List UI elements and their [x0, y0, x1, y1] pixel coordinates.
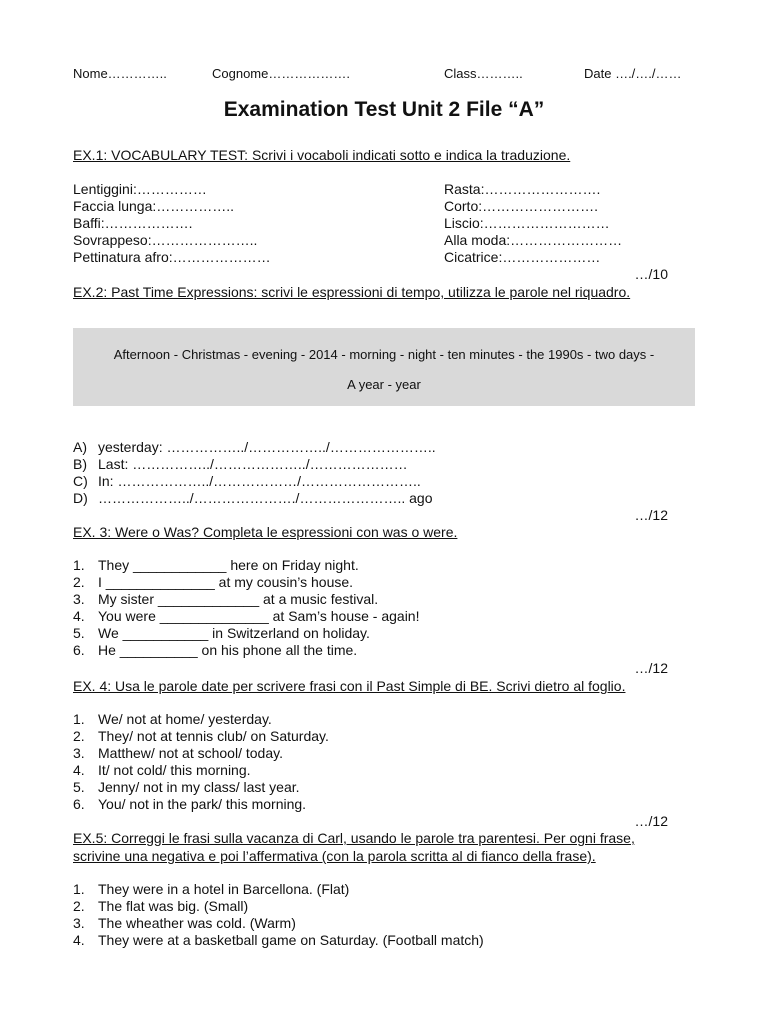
- list-marker: 4.: [73, 762, 85, 778]
- vocab-item: Sovrappeso:…………………..: [73, 232, 258, 248]
- list-text: yesterday: ……………../……………../…………………..: [98, 439, 436, 455]
- vocab-item: Faccia lunga:……………..: [73, 198, 235, 214]
- page-title: Examination Test Unit 2 File “A”: [223, 98, 545, 121]
- ex1-left-column: [73, 181, 271, 266]
- ex1-right-column: [444, 181, 622, 266]
- list-text: He __________ on his phone all the time.: [98, 642, 358, 658]
- list-text: In: ………………../………………/……………………..: [98, 473, 421, 489]
- list-marker: 3.: [73, 591, 85, 607]
- list-text: They ____________ here on Friday night.: [98, 557, 359, 573]
- list-text: They were at a basketball game on Saturday. (Football match): [98, 932, 484, 948]
- list-marker: B): [73, 456, 87, 472]
- list-marker: 2.: [73, 728, 85, 744]
- student-info-row: [73, 66, 693, 84]
- list-text: The wheather was cold. (Warm): [98, 915, 296, 931]
- list-text: They/ not at tennis club/ on Saturday.: [98, 728, 329, 744]
- list-text: We ___________ in Switzerland on holiday.: [98, 625, 370, 641]
- class-field-label: Class………..: [444, 66, 523, 81]
- ex5-heading-line-2: scrivine una negativa e poi l’affermativa (con la parola scritta al di fianco della frase).: [73, 848, 596, 864]
- list-marker: 3.: [73, 915, 85, 931]
- list-text: I ______________ at my cousin’s house.: [98, 574, 354, 590]
- date-field-label: Date …./…./……: [584, 66, 682, 81]
- list-text: Matthew/ not at school/ today.: [98, 745, 283, 761]
- word-box-line-2: A year - year: [347, 377, 421, 392]
- ex5-heading-line-1: EX.5: Correggi le frasi sulla vacanza di Carl, usando le parole tra parentesi. Per ogni frase,: [73, 830, 635, 846]
- word-box: [73, 328, 695, 406]
- surname-field-label: Cognome……………….: [212, 66, 350, 81]
- list-text: It/ not cold/ this morning.: [98, 762, 251, 778]
- list-marker: 6.: [73, 642, 85, 658]
- list-marker: 5.: [73, 779, 85, 795]
- ex4-heading: EX. 4: Usa le parole date per scrivere frasi con il Past Simple di BE. Scrivi dietro al foglio.: [73, 678, 626, 694]
- vocab-item: Liscio:………………………: [444, 215, 610, 231]
- list-marker: 4.: [73, 932, 85, 948]
- list-marker: 1.: [73, 881, 85, 897]
- ex1-heading: EX.1: VOCABULARY TEST: Scrivi i vocaboli indicati sotto e indica la traduzione.: [73, 147, 571, 163]
- list-marker: C): [73, 473, 88, 489]
- ex4-score: …/12: [634, 813, 668, 829]
- list-marker: D): [73, 490, 88, 506]
- vocab-item: Lentiggini:……………: [73, 181, 207, 197]
- list-marker: A): [73, 439, 87, 455]
- ex2-score: …/12: [634, 507, 668, 523]
- list-text: You/ not in the park/ this morning.: [98, 796, 307, 812]
- list-text: You were ______________ at Sam’s house - again!: [98, 608, 420, 624]
- list-marker: 3.: [73, 745, 85, 761]
- vocab-item: Rasta:…………………….: [444, 181, 601, 197]
- list-text: We/ not at home/ yesterday.: [98, 711, 272, 727]
- list-marker: 2.: [73, 574, 85, 590]
- list-text: The flat was big. (Small): [98, 898, 249, 914]
- ex3-heading: EX. 3: Were o Was? Completa le espressioni con was o were.: [73, 524, 458, 540]
- list-text: ………………../…………………./………………….. ago: [98, 490, 433, 506]
- vocab-item: Cicatrice:…………………: [444, 249, 601, 265]
- vocab-item: Baffi:……………….: [73, 215, 193, 231]
- vocab-item: Alla moda:……………………: [444, 232, 623, 248]
- list-text: Last: ……………../………………../…………………: [98, 456, 408, 472]
- list-marker: 1.: [73, 711, 85, 727]
- name-field-label: Nome…………..: [73, 66, 167, 81]
- list-text: My sister _____________ at a music festival.: [98, 591, 379, 607]
- ex3-score: …/12: [634, 660, 668, 676]
- list-marker: 1.: [73, 557, 85, 573]
- list-text: Jenny/ not in my class/ last year.: [98, 779, 300, 795]
- list-marker: 6.: [73, 796, 85, 812]
- list-marker: 2.: [73, 898, 85, 914]
- vocab-item: Pettinatura afro:…………………: [73, 249, 271, 265]
- list-marker: 4.: [73, 608, 85, 624]
- ex2-heading: EX.2: Past Time Expressions: scrivi le espressioni di tempo, utilizza le parole nel riquadro.: [73, 284, 631, 300]
- vocab-item: Corto:…………………….: [444, 198, 599, 214]
- word-box-line-1: Afternoon - Christmas - evening - 2014 - morning - night - ten minutes - the 1990s - two days -: [113, 347, 655, 362]
- list-text: They were in a hotel in Barcellona. (Flat): [98, 881, 350, 897]
- ex1-score: …/10: [634, 266, 668, 282]
- list-marker: 5.: [73, 625, 85, 641]
